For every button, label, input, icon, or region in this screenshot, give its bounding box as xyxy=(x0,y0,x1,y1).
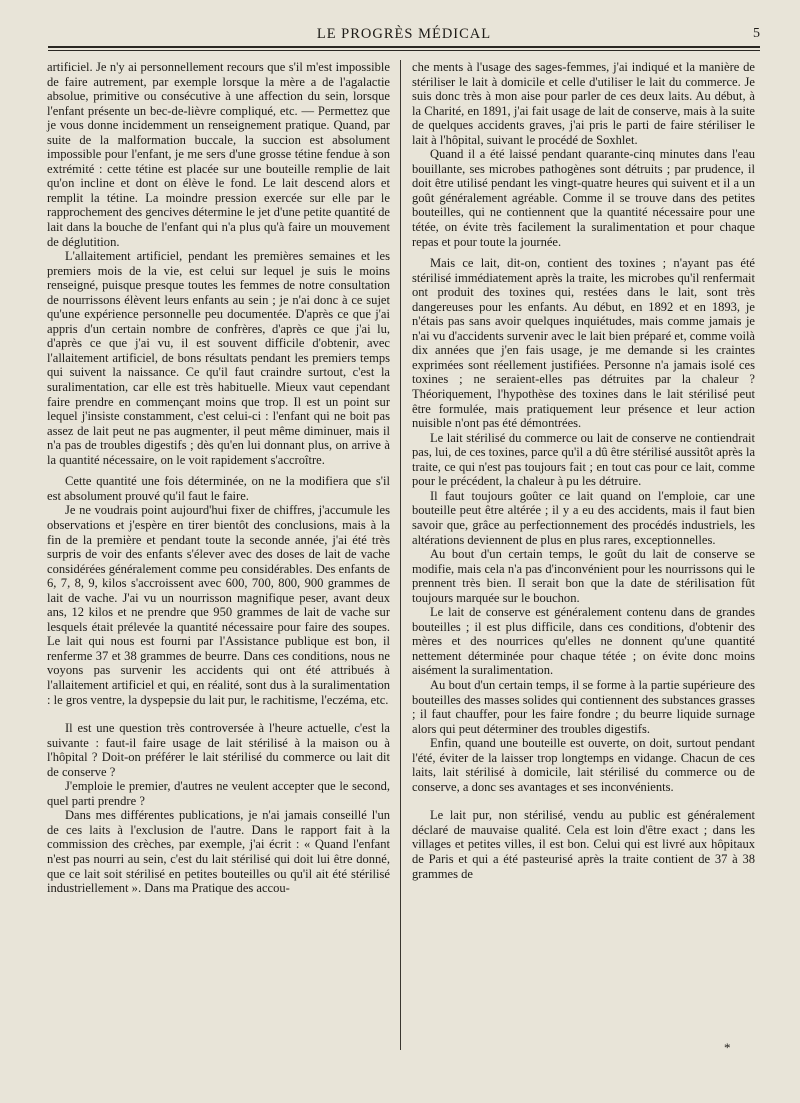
paragraph: L'allaitement artificiel, pendant les premières semaines et les premiers mois de la vie, est celui sur lequel je suis le moins renseigné, puisque presque toutes les femmes de notre consultation de nourrissons élèvent leurs enfants au sein ; je n'ai donc à ce sujet qu'une expérience personnelle peu documentée. D'après ce que j'ai appris d'un certain nombre de confrères, d'après ce que j'ai lu, d'après ce que j'ai vu, il est souvent difficile d'obtenir, avec l'allaitement artificiel, de bons résultats pendant les premiers temps qui suivent la naissance. Ce qu'il faut craindre surtout, c'est la suralimentation, car elle est très habituelle. Mieux vaut cependant faire prendre en commençant moins que trop. Il est un point sur lequel j'insiste constamment, c'est celui-ci : l'enfant qui ne boit pas assez de lait peut ne pas augmenter, il peut même diminuer, mais il n'a pas de troubles digestifs ; dès qu'en lui donnant plus, on arrive à la quantité nécessaire, on le voit rapidement s'accroître. xyxy=(47,249,390,467)
paragraph: Au bout d'un certain temps, il se forme à la partie supérieure des bouteilles des masses solides qui contiennent des substances grasses ; il faut chauffer, pour les faire fondre ; du beurre liquide surnage alors qui peut déterminer des troubles digestifs. xyxy=(412,677,755,736)
paragraph: Quand il a été laissé pendant quarante-cinq minutes dans l'eau bouillante, ses microbes pathogènes sont détruits ; par prudence, il doit être utilisé pendant les vingt-quatre heures qui suivent et il a un goût généralement agréable. Comme il se trouve dans des petites bouteilles, qui ne contiennent que la quantité nécessaire pour une tétée, on évite très facilement la suralimentation et pour chaque repas et pour toute la journée. xyxy=(412,147,755,249)
paragraph: artificiel. Je n'y ai personnellement recours que s'il m'est impossible de faire autrement, par exemple lorsque la mère a de l'agalactie absolue, primitive ou consécutive à une affection du sein, lorsque l'enfant présente un bec-de-lièvre compliqué, etc. — Permettez que je vous donne incidemment un renseignement pratique. Quand, par suite de la malformation buccale, la succion est absolument impossible pour l'enfant, je me sers d'une grosse tétine fendue à son extrémité : cette tétine est placée sur une bouteille remplie de lait qu'on incline et dont on élève le fond. Le lait descend alors et remplit la tétine. La moindre pression exercée sur elle par le rapprochement des gencives détermine le jet d'une petite quantité de lait dans la bouche de l'enfant qui n'a plus qu'à faire un mouvement de déglutition. xyxy=(47,60,390,249)
paragraph: Il est une question très controversée à l'heure actuelle, c'est la suivante : faut-il faire usage de lait stérilisé à la maison ou à l'hôpital ? Doit-on préférer le lait stérilisé du commerce ou lait dit de conserve ? xyxy=(47,721,390,779)
paragraph: Dans mes différentes publications, je n'ai jamais conseillé l'un de ces laits à l'exclusion de l'autre. Dans le rapport fait à la commission des crèches, par exemple, j'ai écrit : « Quand l'enfant n'est pas nourri au sein, c'est du lait stérilisé qui doit lui être donné, que ce lait soit stérilisé en petites bouteilles ou qu'il ait été stérilisé industriellement ». Dans ma Pratique des accou- xyxy=(47,808,390,896)
header-rule-thin xyxy=(48,50,760,51)
paragraph: Le lait pur, non stérilisé, vendu au public est généralement déclaré de mauvaise qualité. Cela est loin d'être exact ; dans les villages et petites villes, il est bon. Celui qui est livré aux hôpitaux de Paris et qui a été pasteurisé après la traite contient de 37 à 38 grammes de xyxy=(412,808,755,881)
header-rule xyxy=(48,46,760,48)
paragraph: Le lait stérilisé du commerce ou lait de conserve ne contiendrait pas, lui, de ces toxines, parce qu'il a dû être stérilisé aussitôt après la traite, ce qui n'est pas toujours fait ; en tout cas pour ce lait, comme pour le précédent, la chaleur à pu les détruire. xyxy=(412,430,756,489)
paragraph: che ments à l'usage des sages-femmes, j'ai indiqué et la manière de stériliser le lait à domicile et celle d'utiliser le lait du commerce. Je suis donc très à mon aise pour parler de ces deux laits. Au début, à la Charité, en 1891, j'ai fait usage de lait de conserve, mais à la suite de quelques accidents graves, j'ai pris le parti de faire stériliser le lait à l'hôpital, suivant le procédé de Soxhlet. xyxy=(412,60,755,147)
paragraph: Je ne voudrais point aujourd'hui fixer de chiffres, j'accumule les observations et j'espère en tirer bientôt des conclusions, mais à la fin de la première et pendant toute la seconde année, j'ai été très surpris de voir des enfants s'élever avec des doses de lait de vache considérées généralement comme peu considérables. Des enfants de 6, 7, 8, 9, kilos s'accroissent avec 600, 700, 800, 900 grammes de lait de vache. J'ai vu un nourrisson magnifique peser, avant deux ans, 12 kilos et ne prendre que 950 grammes de lait de vache sur lesquels était prélevée la quantité nécessaire pour faire des soupes. Le lait qui nous est fourni par l'Assistance publique est bon, il renferme 37 et 38 grammes de beurre. Dans ces conditions, nous ne voyons pas survenir les accidents qui ont été attribués à l'allaitement artificiel et qui, en réalité, sont dus à la suralimentation : le gros ventre, la dyspepsie du lait pur, le rachitisme, l'eczéma, etc. xyxy=(47,503,390,707)
column-divider xyxy=(400,60,401,1050)
paragraph: Cette quantité une fois déterminée, on ne la modifiera que s'il est absolument prouvé qu'il faut le faire. xyxy=(47,474,390,503)
footer-mark: * xyxy=(724,1040,731,1055)
paragraph: Au bout d'un certain temps, le goût du lait de conserve se modifie, mais cela n'a pas d'inconvénient pour les nourrissons qui le prennent très bien. Il serait bon que la date de stérilisation fût toujours marquée sur le bouchon. xyxy=(412,547,755,605)
running-header xyxy=(48,26,760,46)
paragraph: Enfin, quand une bouteille est ouverte, on doit, surtout pendant l'été, éviter de la laisser trop longtemps en vidange. Chacun de ces laits, lait stérilisé à domicile, lait stérilisé du commerce ou de conserve, a donc ses avantages et ses inconvénients. xyxy=(412,736,755,794)
left-column xyxy=(47,60,390,896)
right-column xyxy=(412,60,755,881)
journal-title: LE PROGRÈS MÉDICAL xyxy=(316,26,492,42)
page-number: 5 xyxy=(753,26,760,41)
paragraph: Il faut toujours goûter ce lait quand on l'emploie, car une bouteille peut être altérée ; il y a eu des accidents, mais il faut bien savoir que, grâce au perfectionnement des procédés industriels, les altérations deviennent de plus en plus rares, exceptionnelles. xyxy=(412,488,755,547)
paragraph: Mais ce lait, dit-on, contient des toxines ; n'ayant pas été stérilisé immédiatement après la traite, les microbes qu'il renfermait ont produit des toxines qui, restées dans le lait, sont très dangereuses pour les enfants. Au début, en 1892 et en 1893, je n'étais pas sans avoir quelques inquiétudes, mais comme jamais je n'ai vu d'accidents survenir avec le lait bien préparé et, comme voilà dix années que j'en fais usage, je me demande si les craintes exprimées sont réellement justifiées. Personne n'a jamais isolé ces toxines ; ne seraient-elles pas détruites par la chaleur ? Théoriquement, l'hypothèse des toxines dans le lait stérilisé peut être formulée, mais pratiquement leur présence et leur action nuisible n'ont pas été démontrées. xyxy=(412,256,755,431)
paragraph: J'emploie le premier, d'autres ne veulent accepter que le second, quel parti prendre ? xyxy=(47,779,390,808)
paragraph: Le lait de conserve est généralement contenu dans de grandes bouteilles ; il est plus difficile, dans ces conditions, d'obtenir des mères et des nourrices qu'elles ne donnent qu'une quantité nettement déterminée pour chaque tétée ; on évite donc moins aisément la suralimentation. xyxy=(412,605,755,678)
